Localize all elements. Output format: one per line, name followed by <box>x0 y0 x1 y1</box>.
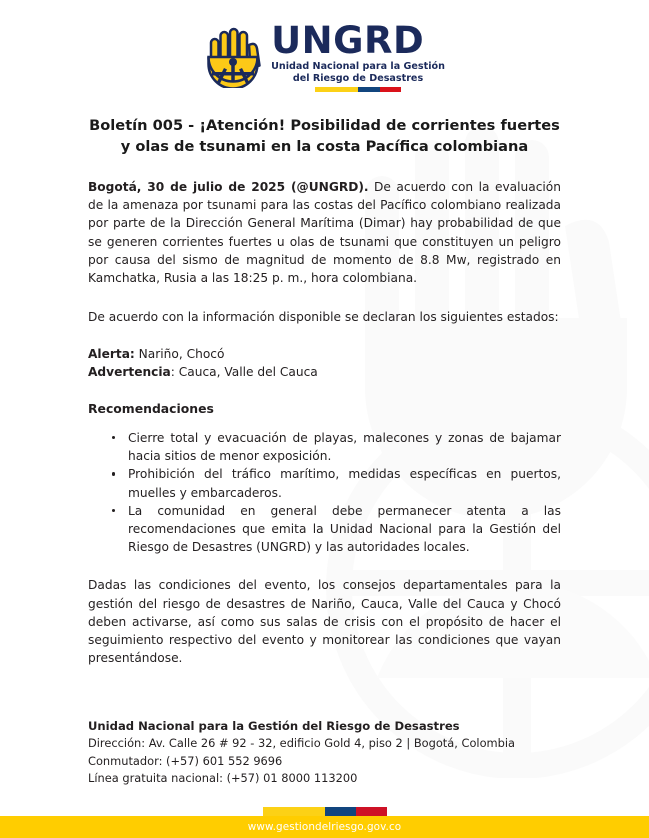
intro-text: De acuerdo con la evaluación de la amenaza por tsunami para las costas del Pacífico colombiano realizada por parte de la Dirección General Marítima (Dimar) hay probabilidad de que se generen corrientes fuertes u olas de tsunami que constituyen un peligro por causa del sismo de magnitud de momento de 8.8 Mw, registrado en Kamchatka, Rusia a las 18:25 p. m., hora colombiana. <box>88 179 561 286</box>
status-warning <box>88 363 561 382</box>
list-item: La comunidad en general debe permanecer atenta a las recomendaciones que emita la Unidad Nacional para la Gestión del Riesgo de Desastres (UNGRD) y las autoridades locales. <box>110 502 561 557</box>
status-list <box>88 345 561 382</box>
footer-url-band <box>0 816 649 838</box>
page-title: Boletín 005 - ¡Atención! Posibilidad de corrientes fuertes y olas de tsunami en la costa Pacífica colombiana <box>89 117 560 156</box>
status-alert <box>88 345 561 364</box>
footer-url[interactable]: www.gestiondelriesgo.gov.co <box>247 821 402 833</box>
colombia-flag-icon <box>315 87 401 92</box>
list-item: Cierre total y evacuación de playas, malecones y zonas de bajamar hacia sitios de menor exposición. <box>110 429 561 465</box>
recommendations-heading: Recomendaciones <box>88 401 214 417</box>
status-alert-value: Nariño, Chocó <box>134 346 225 361</box>
ungrd-subtitle-line2: del Riesgo de Desastres <box>292 72 424 84</box>
ungrd-wordmark: UNGRD <box>271 19 425 62</box>
dateline: Bogotá, 30 de julio de 2025 (@UNGRD). <box>88 179 369 194</box>
footer-switchboard: Conmutador: (+57) 601 552 9696 <box>88 753 283 768</box>
ungrd-hand-icon <box>204 26 262 88</box>
ungrd-subtitle-line1: Unidad Nacional para la Gestión <box>271 61 445 72</box>
declaration-paragraph: De acuerdo con la información disponible se declaran los siguientes estados: <box>88 309 559 324</box>
footer-flag-strip <box>0 807 649 816</box>
list-item: Prohibición del tráfico marítimo, medidas específicas en puertos, muelles y embarcaderos. <box>110 465 561 501</box>
status-alert-label: Alerta: <box>88 346 135 361</box>
status-warning-label: Advertencia <box>88 365 171 380</box>
ungrd-logo-text <box>271 19 445 92</box>
footer-organization: Unidad Nacional para la Gestión del Riesgo de Desastres <box>88 719 460 733</box>
status-warning-value: : Cauca, Valle del Cauca <box>170 365 318 380</box>
colombia-flag-icon <box>263 807 387 816</box>
recommendations-list <box>88 429 561 556</box>
closing-paragraph: Dadas las condiciones del evento, los consejos departamentales para la gestión del riesgo de desastres de Nariño, Cauca, Valle del Cauca y Chocó deben activarse, así como sus salas de crisis con el propósito de hacer el seguimiento respectivo del evento y monitorear las condiciones que vayan presentándose. <box>88 578 561 666</box>
footer-toll-free: Línea gratuita nacional: (+57) 01 8000 113200 <box>88 771 358 786</box>
intro-paragraph <box>88 178 561 288</box>
footer-contact <box>88 718 568 788</box>
footer-address: Dirección: Av. Calle 26 # 92 - 32, edificio Gold 4, piso 2 | Bogotá, Colombia <box>88 736 516 751</box>
ungrd-logo <box>88 0 561 98</box>
